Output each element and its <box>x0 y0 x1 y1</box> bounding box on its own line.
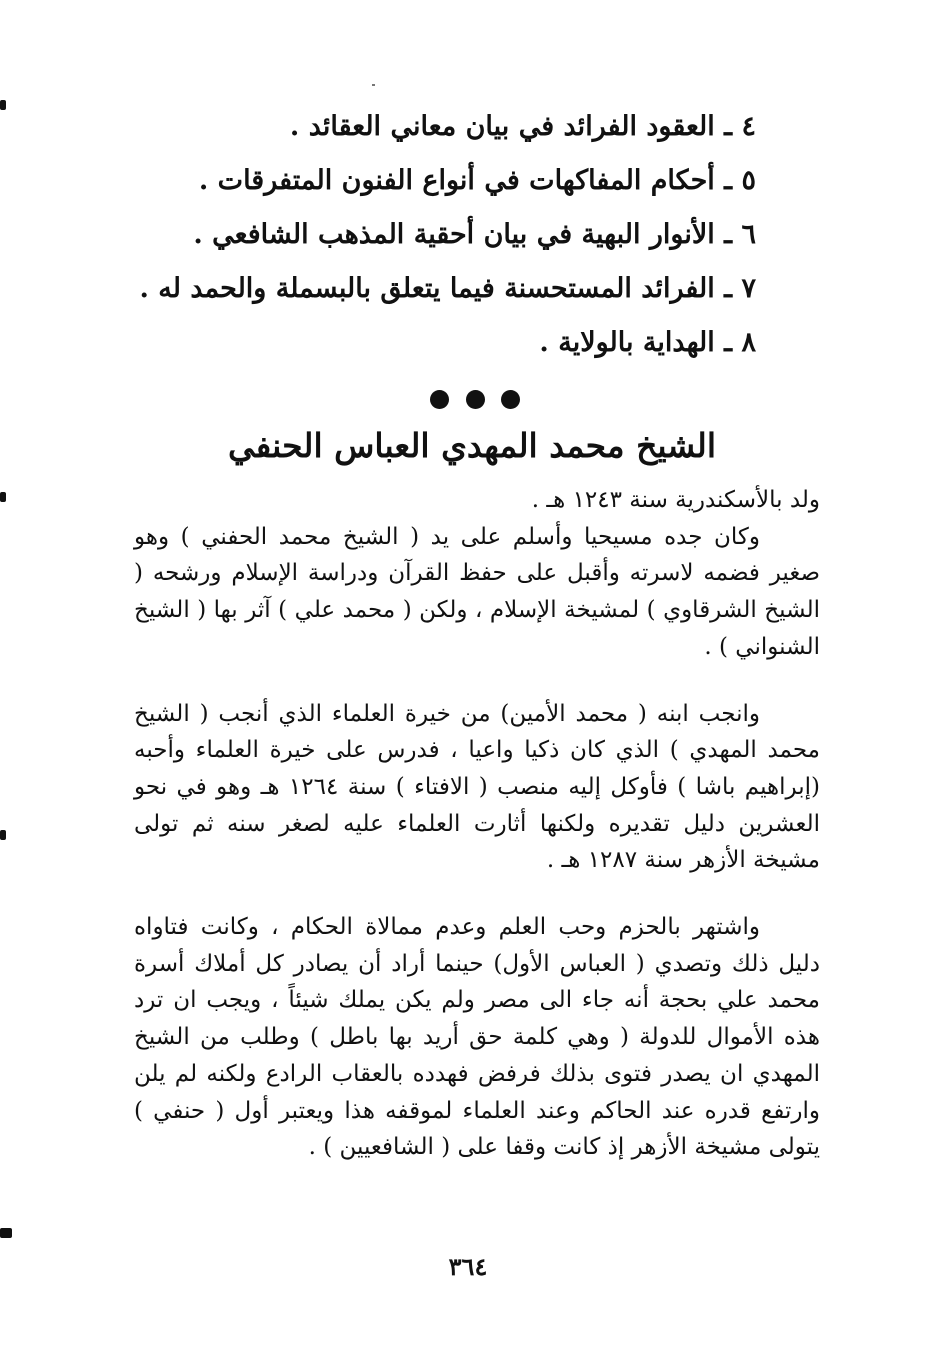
paragraph: ولد بالأسكندرية سنة ١٢٤٣ هـ . <box>531 487 820 513</box>
list-item: ٦ ـ الأنوار البهية في بيان أحقية المذهب الشافعي . <box>193 219 756 250</box>
section-separator <box>430 390 520 410</box>
section-heading: الشيخ محمد المهدي العباس الحنفي <box>227 426 717 465</box>
scan-speck <box>372 84 375 86</box>
separator-dot <box>501 390 520 409</box>
list-item: ٥ ـ أحكام المفاكهات في أنواع الفنون المتفرقات . <box>198 165 756 196</box>
list-item: ٧ ـ الفرائد المستحسنة فيما يتعلق بالبسملة والحمد له . <box>139 273 756 304</box>
scan-margin-mark <box>0 100 6 110</box>
scan-margin-mark <box>0 1228 12 1238</box>
scan-margin-mark <box>0 492 6 502</box>
paragraph: وكان جده مسيحيا وأسلم على يد ( الشيخ محمد الحفني ) وهو صغير فضمه لاسرته وأقبل على حفظ القرآن ودراسة الإسلام ورشحه ( الشيخ الشرقاوي ) لمشيخة الإسلام ، ولكن ( محمد علي ) آثر بها ( الشيخ الشنواني ) . <box>134 523 820 660</box>
body-text <box>134 482 820 1196</box>
separator-dot <box>466 390 485 409</box>
list-item: ٤ ـ العقود الفرائد في بيان معاني العقائد . <box>289 111 756 142</box>
separator-dot <box>430 390 449 409</box>
paragraph: وانجب ابنه ( محمد الأمين) من خيرة العلماء الذي أنجب ( الشيخ محمد المهدي ) الذي كان ذكيا واعيا ، فدرس على خيرة العلماء وأحبه (إبراهيم باشا ) فأوكل إليه منصب ( الافتاء ) سنة ١٢٦٤ هـ وهو في نحو العشرين دليل تقديره ولكنها أثارت العلماء عليه لصغر سنه ثم تولى مشيخة الأزهر سنة ١٢٨٧ هـ . <box>134 700 820 874</box>
list-item: ٨ ـ الهداية بالولاية . <box>539 327 756 358</box>
book-list <box>136 100 756 370</box>
paragraph: واشتهر بالحزم وحب العلم وعدم ممالاة الحكام ، وكانت فتاواه دليل ذلك وتصدي ( العباس الأول) حينما أراد أن يصادر كل أملاك أسرة محمد علي بحجة أنه جاء الى مصر ولم يكن يملك شيئاً ، ويجب ان ترد هذه الأموال للدولة ( وهي كلمة حق أريد بها باطل ) وطلب من الشيخ المهدي ان يصدر فتوى بذلك فرفض فهدده بالعقاب الرادع ولكنه لم يلن وارتفع قدره عند الحاكم وعند العلماء لموقفه هذا ويعتبر أول ( حنفي ) يتولى مشيخة الأزهر إذ كانت وقفا على ( الشافعيين ) . <box>134 914 820 1161</box>
scan-margin-mark <box>0 830 6 840</box>
page-number: ٣٦٤ <box>448 1252 488 1281</box>
